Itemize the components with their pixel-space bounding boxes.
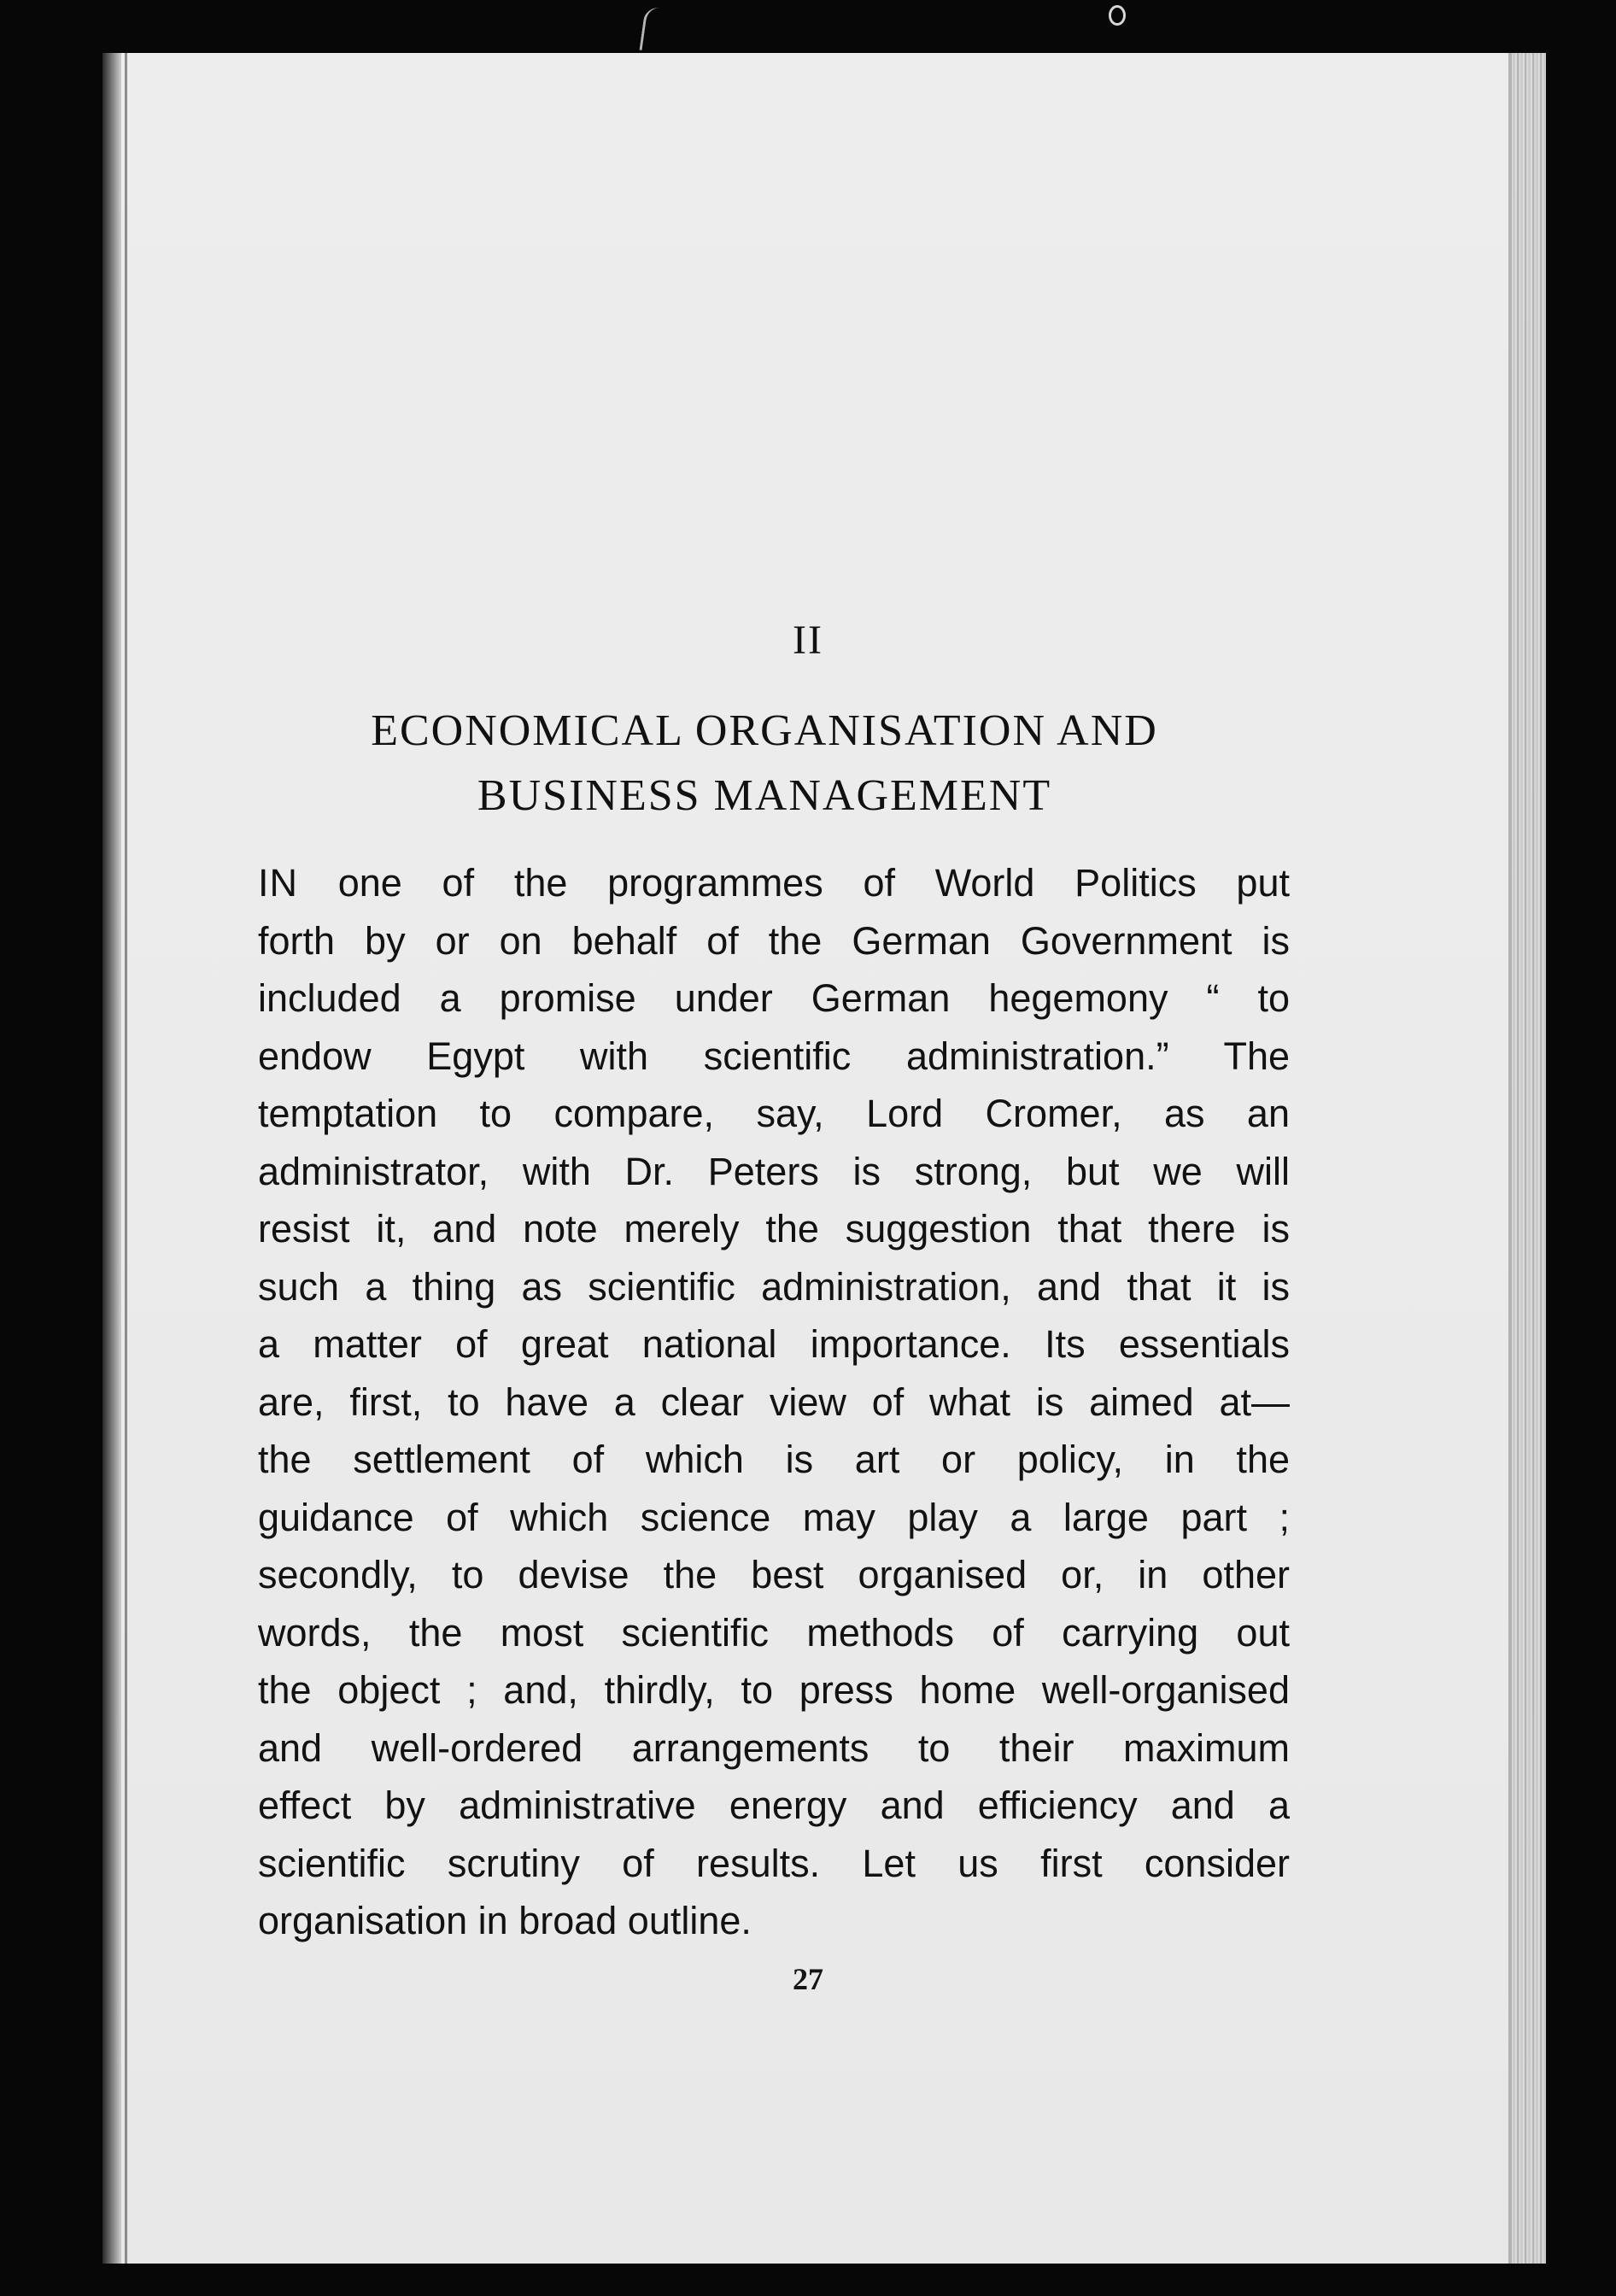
body-line: and well-ordered arrangements to their maximum <box>258 1725 1290 1770</box>
chapter-number: II <box>793 618 823 663</box>
body-line: effect by administrative energy and efficiency and a <box>258 1784 1290 1827</box>
page-binding-shadow <box>102 53 121 2264</box>
body-line: such a thing as scientific administration, and that it is <box>258 1264 1290 1309</box>
body-line: guidance of which science may play a large part ; <box>258 1495 1290 1539</box>
body-line: the settlement of which is art or policy, in the <box>258 1438 1290 1481</box>
body-line: a matter of great national importance. Its essentials <box>258 1322 1290 1366</box>
body-line: organisation in broad outline. <box>258 1899 752 1942</box>
body-line: administrator, with Dr. Peters is strong, but we will <box>258 1149 1290 1193</box>
body-line: secondly, to devise the best organised or, in other <box>258 1553 1290 1596</box>
body-line-text: one of the programmes of World Politics put <box>298 861 1290 905</box>
body-line: endow Egypt with scientific administration.” The <box>258 1034 1290 1078</box>
page-number: 27 <box>793 1962 823 1996</box>
scan-artifact-dot <box>1109 5 1126 26</box>
body-line: the object ; and, thirdly, to press home well-organised <box>258 1668 1290 1712</box>
opening-word: IN <box>258 861 298 905</box>
chapter-title <box>256 699 1273 829</box>
page-edge-stack <box>1512 53 1546 2264</box>
body-paragraph <box>258 854 1290 1950</box>
chapter-title-line-2: BUSINESS MANAGEMENT <box>477 771 1052 820</box>
chapter-title-line-1: ECONOMICAL ORGANISATION AND <box>371 706 1158 755</box>
body-line: included a promise under German hegemony “ to <box>258 976 1290 1020</box>
body-line <box>258 854 1290 912</box>
body-line: forth by or on behalf of the German Government is <box>258 918 1290 963</box>
body-line: scientific scrutiny of results. Let us first consider <box>258 1841 1290 1885</box>
page-binding-line <box>125 53 127 2264</box>
body-line: are, first, to have a clear view of what is aimed at— <box>258 1379 1290 1424</box>
body-line: words, the most scientific methods of carrying out <box>258 1610 1290 1655</box>
body-line: resist it, and note merely the suggestion that there is <box>258 1207 1290 1250</box>
body-line: temptation to compare, say, Lord Cromer, as an <box>258 1092 1290 1135</box>
